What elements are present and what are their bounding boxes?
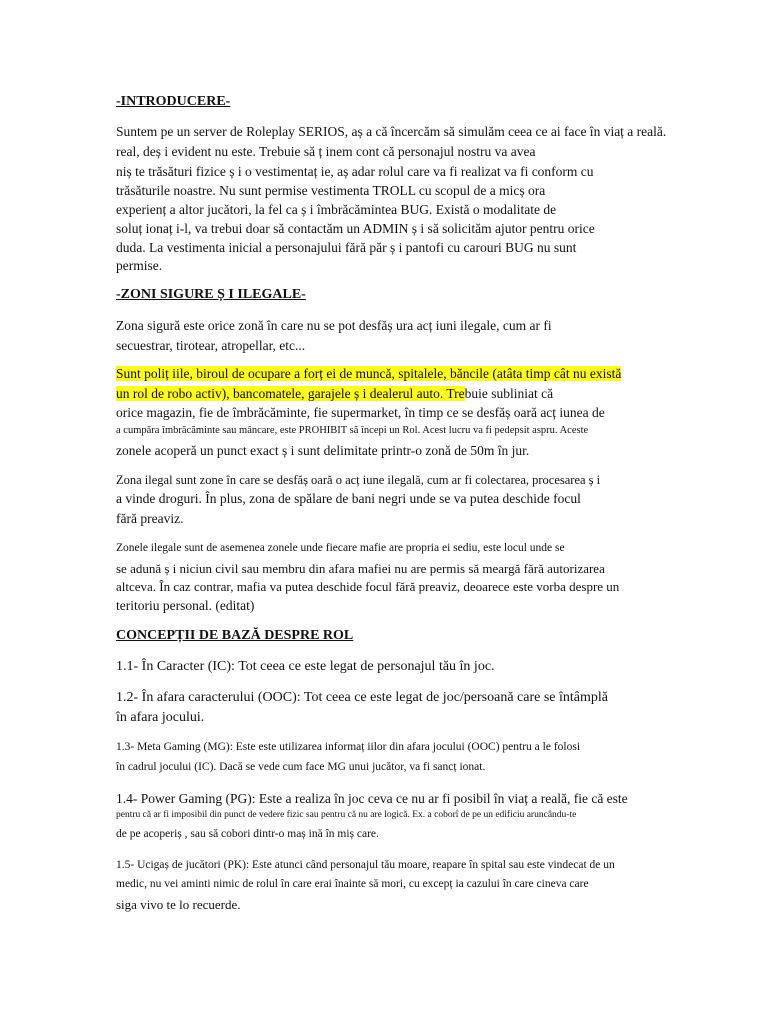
concept-1-5-line-2: medic, nu vei aminti nimic de rolul în care erai înainte să mori, cu excepț ia cazului în care cineva care <box>116 878 589 890</box>
concept-1-2-line-1: 1.2- În afara caracterului (OOC): Tot ceea ce este legat de joc/persoană care se întâmplă <box>116 690 609 705</box>
zoni-highlight-line-1 <box>116 367 621 381</box>
zoni-highlight-line-2 <box>116 387 553 401</box>
zoni-para3-line-1: Zona ilegal sunt zone în care se desfăș oară o acț iune ilegală, cum ar fi colectarea, procesarea ș i <box>116 473 601 487</box>
plain-text: buie subliniat că <box>464 386 554 401</box>
zoni-para1-line-1: Zona sigură este orice zonă în care nu se pot desfăș ura acț iuni ilegale, cum ar fi <box>116 318 552 333</box>
zoni-para1-line-2: secuestrar, tirotear, atropellar, etc... <box>116 338 306 353</box>
intro-line-7: duda. La vestimenta inicial a personajului fără păr ș i pantofi cu carouri BUG nu sunt <box>116 240 577 255</box>
highlighted-text: un rol de robo activ), bancomatele, garajele ș i dealerul auto. Tre <box>116 386 465 401</box>
zoni-para3-line-3: fără preaviz. <box>116 511 184 526</box>
zoni-para4-line-4: teritoriu personal. (editat) <box>116 598 255 613</box>
intro-line-1: Suntem pe un server de Roleplay SERIOS, aș a că încercăm să simulăm ceea ce ai face în viaț a reală. <box>116 124 667 139</box>
concept-1-4-line-1: 1.4- Power Gaming (PG): Este a realiza în joc ceva ce nu ar fi posibil în viaț a reală, fie că este <box>116 791 628 806</box>
concept-1-3-line-1: 1.3- Meta Gaming (MG): Este este utilizarea informaț iilor din afara jocului (OOC) pentru a le folosi <box>116 741 581 753</box>
zoni-para4-line-3: altceva. În caz contrar, mafia va putea deschide focul fără preaviz, deoarece este vorba despre un <box>116 579 620 594</box>
concept-1-5-line-1: 1.5- Ucigaș de jucători (PK): Este atunci când personajul tău moare, reapare în spital sau este vindecat de un <box>116 859 615 871</box>
highlighted-text: Sunt poliț iile, biroul de ocupare a forț ei de muncă, spitalele, băncile (atâta timp cât nu există <box>116 366 622 381</box>
intro-line-5: experienț a altor jucători, la fel ca ș i îmbrăcămintea BUG. Există o modalitate de <box>116 202 557 217</box>
section-heading-zoni: -ZONI SIGURE Ș I ILEGALE- <box>116 287 306 302</box>
concept-1-1: 1.1- În Caracter (IC): Tot ceea ce este legat de personajul tău în joc. <box>116 659 495 674</box>
section-heading-conceptii: CONCEPȚII DE BAZĂ DESPRE ROL <box>116 628 354 643</box>
intro-line-8: permise. <box>116 258 163 273</box>
zoni-para2-line-5: zonele acoperă un punct exact ș i sunt delimitate printr-o zonă de 50m în jur. <box>116 443 530 458</box>
intro-line-6: soluț ionaț i-l, va trebui doar să contactăm un ADMIN ș i să solicităm ajutor pentru orice <box>116 221 595 236</box>
section-heading-introducere: -INTRODUCERE- <box>116 94 231 109</box>
intro-line-4: trăsăturile noastre. Nu sunt permise vestimenta TROLL cu scopul de a micș ora <box>116 183 546 198</box>
zoni-para2-line-4: a cumpăra îmbrăcăminte sau mâncare, este PROHIBIT să începi un Rol. Acest lucru va fi pedepsit aspru. Aceste <box>116 425 589 436</box>
zoni-para2-line-3: orice magazin, fie de îmbrăcăminte, fie supermarket, în timp ce se desfăș oară acț iunea de <box>116 405 605 420</box>
zoni-para3-line-2: a vinde droguri. În plus, zona de spălare de bani negri unde se va putea deschide focul <box>116 491 581 506</box>
zoni-para4-line-2: se adună ș i niciun civil sau membru din afara mafiei nu are permis să meargă fără autorizarea <box>116 561 605 576</box>
concept-1-3-line-2: în cadrul jocului (IC). Dacă se vede cum face MG unui jucător, va fi sancț ionat. <box>116 761 486 773</box>
concept-1-4-line-3: de pe acoperiș , sau să cobori dintr-o maș ină în miș care. <box>116 828 379 840</box>
concept-1-4-line-2: pentru că ar fi imposibil din punct de vedere fizic sau pentru că nu are logică. Ex. a coborî de pe un edificiu aruncându-te <box>116 810 577 820</box>
zoni-para4-line-1: Zonele ilegale sunt de asemenea zonele unde fiecare mafie are propria ei sediu, este locul unde se <box>116 542 565 554</box>
concept-1-2-line-2: în afara jocului. <box>116 710 205 725</box>
concept-1-5-line-3: siga vivo te lo recuerde. <box>116 897 241 912</box>
intro-line-2: real, deș i evident nu este. Trebuie să ț inem cont că personajul nostru va avea <box>116 144 536 159</box>
intro-line-3: niș te trăsături fizice ș i o vestimentaț ie, aș adar rolul care va fi realizat va fi conform cu <box>116 164 594 179</box>
